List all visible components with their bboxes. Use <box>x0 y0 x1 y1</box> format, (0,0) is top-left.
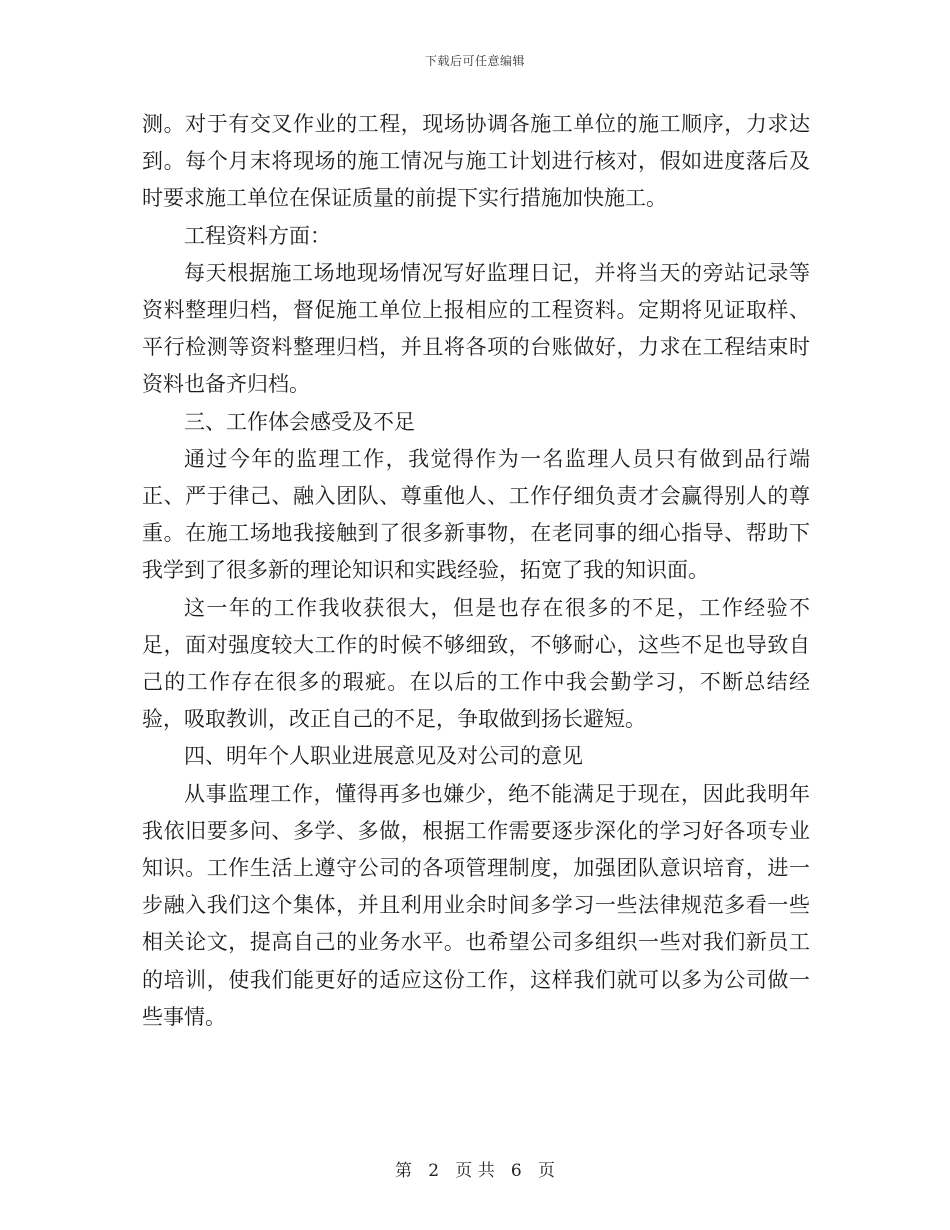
paragraph-next-year: 从事监理工作，懂得再多也嫌少，绝不能满足于现在，因此我明年我依旧要多问、多学、多做，根据工作需要逐步深化的学习好各项专业知识。工作生活上遵守公司的各项管理制度，加强团队意识培育，进一步融入我们这个集体，并且利用业余时间多学习一些法律规范多看一些相关论文，提高自己的业务水平。也希望公司多组织一些对我们新员工的培训，使我们能更好的适应这份工作，这样我们就可以多为公司做一些事情。 <box>142 781 810 1029</box>
page-footer <box>0 1156 950 1181</box>
section-heading-experience: 三、工作体会感受及不足 <box>184 409 415 434</box>
paragraph-shortcomings: 这一年的工作我收获很大，但是也存在很多的不足，工作经验不足，面对强度较大工作的时候不够细致，不够耐心，这些不足也导致自己的工作存在很多的瑕疵。在以后的工作中我会勤学习，不断总结经验，吸取教训，改正自己的不足，争取做到扬长避短。 <box>142 595 810 732</box>
footer-total-pages: 6 <box>510 1161 522 1181</box>
section-heading-materials: 工程资料方面： <box>184 223 331 248</box>
document-body <box>142 106 810 1036</box>
footer-current-page: 2 <box>428 1161 440 1181</box>
footer-suffix: 页 <box>537 1161 555 1181</box>
footer-prefix: 第 <box>395 1161 413 1181</box>
page-header <box>0 52 950 69</box>
paragraph-continuation: 测。对于有交叉作业的工程，现场协调各施工单位的施工顺序，力求达到。每个月末将现场的施工情况与施工计划进行核对，假如进度落后及时要求施工单位在保证质量的前提下实行措施加快施工。 <box>142 112 810 211</box>
footer-middle: 页 共 <box>455 1161 495 1181</box>
section-heading-next-year: 四、明年个人职业进展意见及对公司的意见 <box>184 744 583 769</box>
header-text: 下载后可任意编辑 <box>424 54 525 68</box>
paragraph-materials: 每天根据施工场地现场情况写好监理日记，并将当天的旁站记录等资料整理归档，督促施工单位上报相应的工程资料。定期将见证取样、平行检测等资料整理归档，并且将各项的台账做好，力求在工程结束时资料也备齐归档。 <box>142 260 810 397</box>
paragraph-experience: 通过今年的监理工作，我觉得作为一名监理人员只有做到品行端正、严于律己、融入团队、尊重他人、工作仔细负责才会赢得别人的尊重。在施工场地我接触到了很多新事物，在老同事的细心指导、帮助下我学到了很多新的理论知识和实践经验，拓宽了我的知识面。 <box>142 446 810 583</box>
